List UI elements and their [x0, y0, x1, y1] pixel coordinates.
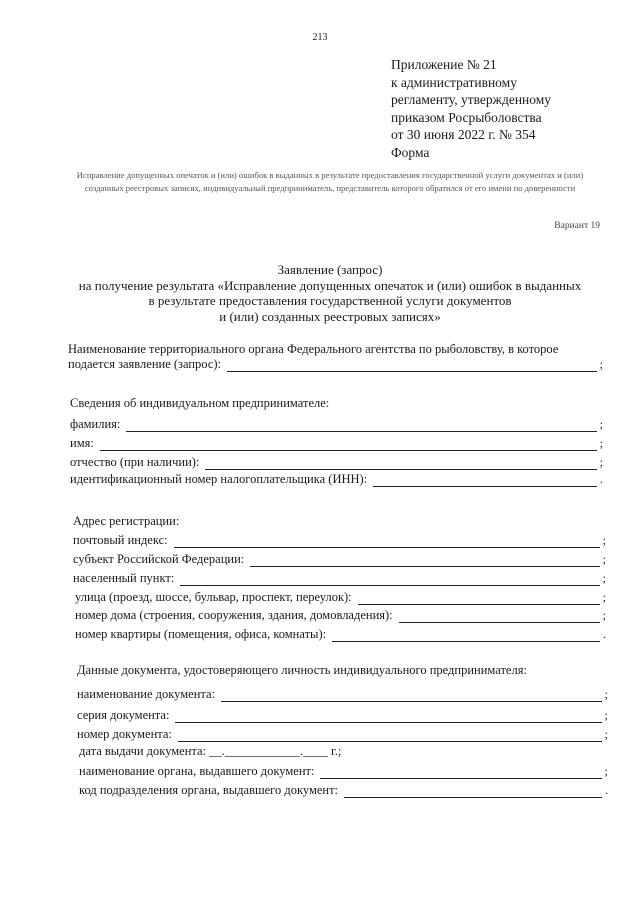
- field-terminator: ;: [602, 571, 606, 585]
- document-title: [60, 262, 600, 324]
- entrepreneur-heading: Сведения об индивидуальном предпринимателе:: [70, 396, 330, 410]
- appendix-line: приказом Росрыболовства: [391, 109, 542, 125]
- field-apartment: [75, 627, 606, 642]
- input-line[interactable]: [126, 419, 596, 432]
- authority-label-line2: подается заявление (запрос):: [68, 357, 222, 371]
- appendix-line: регламенту, утвержденному: [391, 92, 552, 107]
- field-house-number: [75, 608, 606, 623]
- field-name: [70, 436, 603, 451]
- appendix-line: от 30 июня 2022 г. № 354: [391, 127, 536, 142]
- authority-input-line[interactable]: [227, 359, 597, 372]
- input-line[interactable]: [373, 474, 597, 487]
- appendix-block: [391, 56, 551, 161]
- field-surname: [70, 417, 603, 432]
- field-label: фамилия:: [70, 417, 121, 431]
- field-label: номер дома (строения, сооружения, здания, домовладения):: [75, 608, 393, 622]
- input-line[interactable]: [332, 629, 600, 642]
- title-line: на получение результата «Исправление допущенных опечаток и (или) ошибок в выданных: [78, 277, 582, 293]
- field-terminator: ;: [602, 590, 606, 604]
- input-line[interactable]: [358, 592, 600, 605]
- address-heading: Адрес регистрации:: [73, 514, 180, 528]
- field-terminator: ;: [602, 552, 606, 566]
- field-locality: [73, 571, 606, 586]
- field-label: почтовый индекс:: [73, 533, 168, 547]
- authority-label-line1: Наименование территориального органа Федерального агентства по рыболовству, в которое: [68, 342, 559, 356]
- field-terminator: .: [600, 472, 603, 486]
- field-terminator: ;: [602, 608, 606, 622]
- field-label: серия документа:: [77, 708, 170, 722]
- field-document-name: [77, 687, 608, 702]
- field-label: наименование документа:: [77, 687, 216, 701]
- field-terminator: ;: [604, 708, 608, 722]
- field-terminator: ;: [599, 417, 603, 431]
- appendix-line: Приложение № 21: [391, 57, 497, 72]
- field-label: номер квартиры (помещения, офиса, комнаты):: [75, 627, 327, 641]
- field-label: отчество (при наличии):: [70, 455, 200, 469]
- input-line[interactable]: [100, 438, 597, 451]
- field-inn: [70, 472, 603, 487]
- form-label: Форма: [391, 144, 430, 160]
- input-line[interactable]: [399, 610, 600, 623]
- field-postal-code: [73, 533, 606, 548]
- field-label: наименование органа, выдавшего документ:: [79, 764, 315, 778]
- title-line: в результате предоставления государственной услуги документов: [148, 293, 512, 308]
- field-region: [73, 552, 606, 567]
- field-label: идентификационный номер налогоплательщика (ИНН):: [70, 472, 368, 486]
- input-line[interactable]: [250, 554, 599, 567]
- field-label: улица (проезд, шоссе, бульвар, проспект, переулок):: [75, 590, 352, 604]
- input-line[interactable]: [175, 710, 601, 723]
- field-issue-date[interactable]: дата выдачи документа: __.____________.____ г.;: [79, 744, 342, 758]
- identity-heading: Данные документа, удостоверяющего личность индивидуального предпринимателя:: [77, 663, 527, 677]
- appendix-line: к административному: [391, 74, 517, 90]
- field-issuing-authority: [79, 764, 608, 779]
- field-patronymic: [70, 455, 603, 470]
- input-line[interactable]: [344, 785, 602, 798]
- input-line[interactable]: [178, 729, 602, 742]
- field-terminator: ;: [602, 533, 606, 547]
- input-line[interactable]: [320, 766, 601, 779]
- variant-label: Вариант 19: [554, 221, 600, 231]
- field-subdivision-code: [79, 783, 608, 798]
- authority-field: [68, 357, 603, 372]
- field-terminator: ;: [604, 687, 608, 701]
- field-terminator: ;: [604, 764, 608, 778]
- title-line: и (или) созданных реестровых записях»: [219, 308, 441, 324]
- input-line[interactable]: [221, 689, 602, 702]
- title-line: Заявление (запрос): [277, 262, 383, 277]
- field-terminator: .: [603, 627, 606, 641]
- input-line[interactable]: [205, 457, 596, 470]
- field-terminator: ;: [604, 727, 608, 741]
- input-line[interactable]: [180, 573, 599, 586]
- field-label: имя:: [70, 436, 94, 450]
- input-line[interactable]: [174, 535, 600, 548]
- field-label: субъект Российской Федерации:: [73, 552, 245, 566]
- page-number: 213: [312, 32, 328, 43]
- field-terminator: .: [605, 783, 608, 797]
- field-document-number: [77, 727, 608, 742]
- field-label: номер документа:: [77, 727, 172, 741]
- field-street: [75, 590, 606, 605]
- service-description: Исправление допущенных опечаток и (или) ошибок в выданных в результате предоставления государственной услуги документах и (или) созданных реестровых записях, индивидуальный предприниматель, представитель которого обратился от его имени по доверенности: [76, 170, 584, 193]
- field-label: населенный пункт:: [73, 571, 175, 585]
- field-terminator: ;: [599, 357, 603, 371]
- field-label: код подразделения органа, выдавшего документ:: [79, 783, 339, 797]
- field-terminator: ;: [599, 436, 603, 450]
- field-document-series: [77, 708, 608, 723]
- field-terminator: ;: [599, 455, 603, 469]
